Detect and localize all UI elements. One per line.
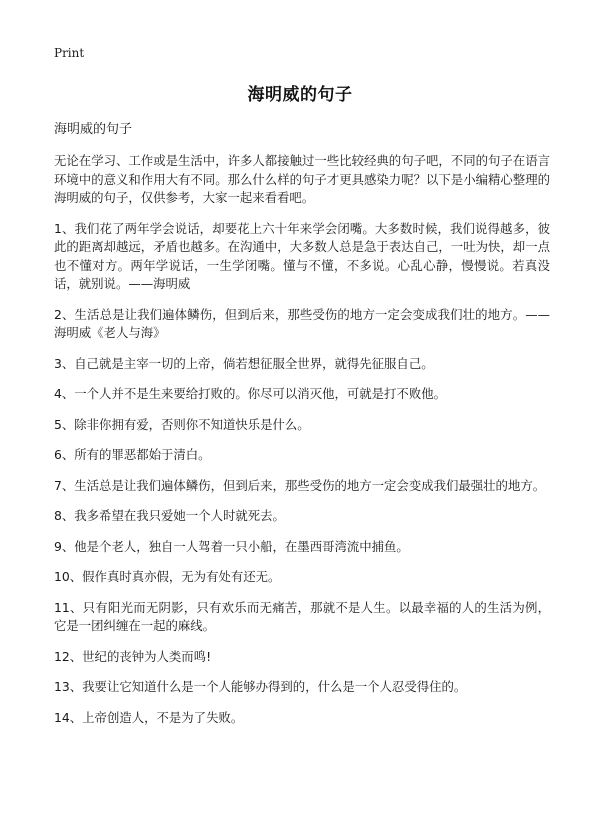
quote-paragraph: 4、一个人并不是生来要给打败的。你尽可以消灭他，可就是打不败他。 — [54, 386, 446, 401]
quote-paragraph: 1、我们花了两年学会说话，却要花上六十年来学会闭嘴。大多数时候，我们说得越多，彼此的距离却越远，矛盾也越多。在沟通中，大多数人总是急于表达自己，一吐为快，却一点也不懂对方。两年学说话，一生学闭嘴。懂与不懂，不多说。心乱心静，慢慢说。若真没话，就别说。——海明威 — [54, 220, 550, 291]
quote-paragraph: 3、自己就是主宰一切的上帝，倘若想征服全世界，就得先征服自己。 — [54, 355, 434, 371]
quote-paragraph: 2、生活总是让我们遍体鳞伤，但到后来，那些受伤的地方一定会变成我们壮的地方。——海明威《老人与海》 — [54, 306, 550, 340]
quote-paragraph: 8、我多希望在我只爱她一个人时就死去。 — [54, 508, 285, 523]
quote-paragraph: 5、除非你拥有爱，否则你不知道快乐是什么。 — [54, 416, 310, 432]
article-subtitle: 海明威的句子 — [54, 122, 133, 137]
quote-paragraph: 12、世纪的丧钟为人类而鸣! — [54, 648, 212, 664]
quote-paragraph: 7、生活总是让我们遍体鳞伤，但到后来，那些受伤的地方一定会变成我们最强壮的地方。 — [54, 477, 546, 493]
quote-paragraph: 10、假作真时真亦假，无为有处有还无。 — [54, 569, 281, 584]
print-link[interactable]: Print — [54, 46, 85, 60]
article-body — [54, 121, 550, 739]
intro-paragraph: 无论在学习、工作或是生活中，许多人都接触过一些比较经典的句子吧，不同的句子在语言环境中的意义和作用大有不同。那么什么样的句子才更具感染力呢？以下是小编精心整理的海明威的句子，仅供参考，大家一起来看看吧。 — [54, 153, 550, 205]
quote-paragraph: 13、我要让它知道什么是一个人能够办得到的，什么是一个人忍受得住的。 — [54, 679, 467, 694]
quote-paragraph: 6、所有的罪恶都始于清白。 — [54, 447, 211, 462]
page-title: 海明威的句子 — [247, 85, 353, 105]
quote-paragraph: 11、只有阳光而无阴影，只有欢乐而无痛苦，那就不是人生。以最幸福的人的生活为例，它是一团纠缠在一起的麻线。 — [54, 599, 550, 633]
quote-paragraph: 9、他是个老人，独自一人驾着一只小船，在墨西哥湾流中捕鱼。 — [54, 538, 409, 554]
quote-paragraph: 14、上帝创造人，不是为了失败。 — [54, 709, 244, 725]
